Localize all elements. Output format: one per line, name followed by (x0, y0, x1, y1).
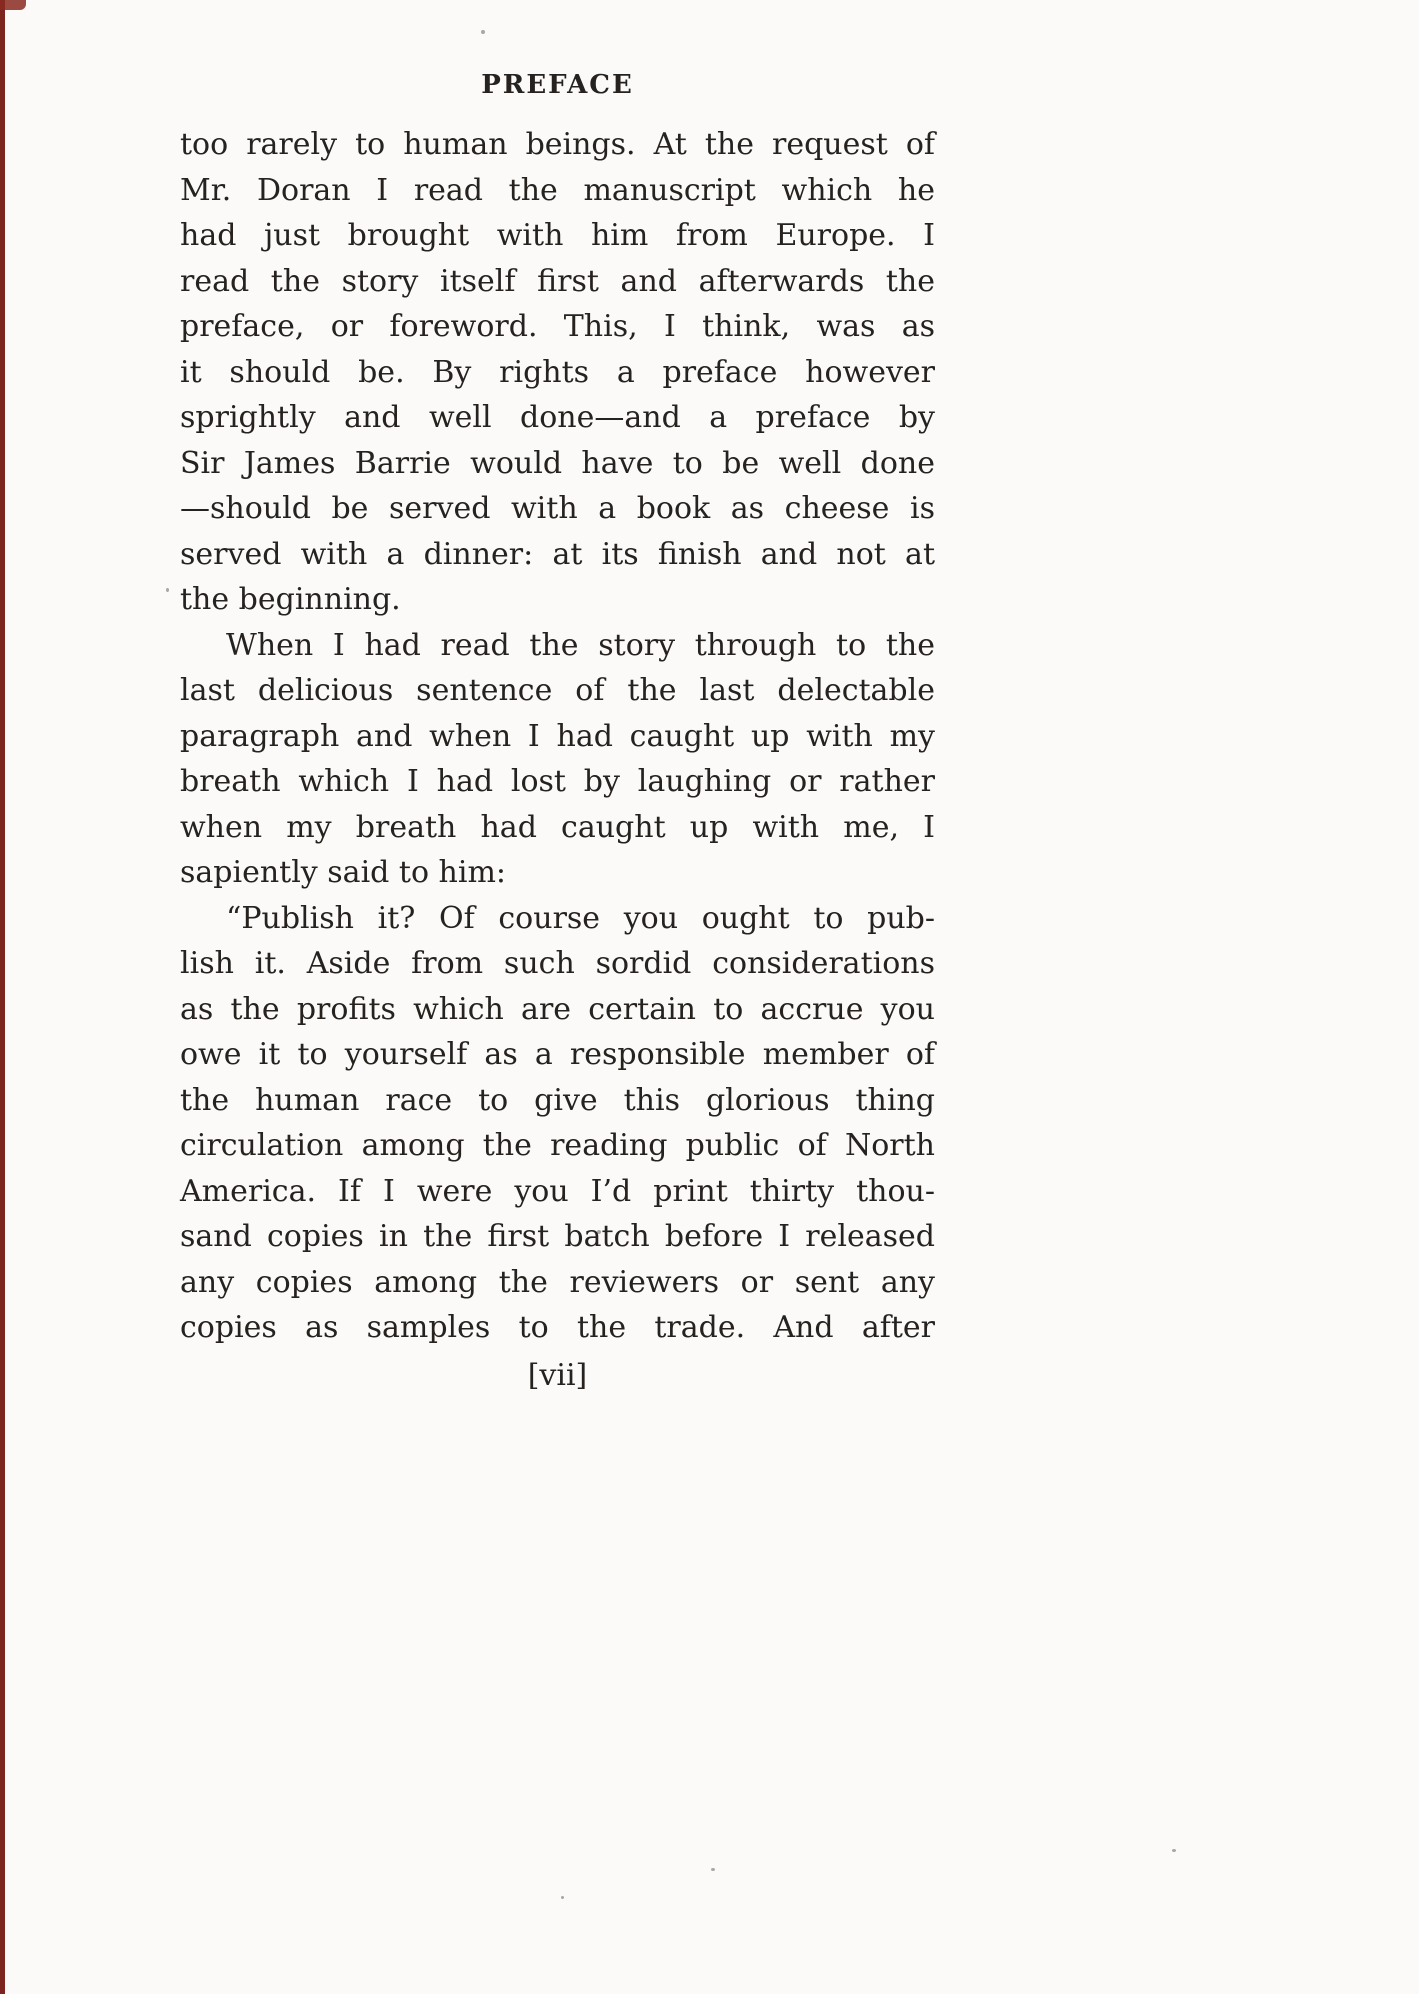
text-line: Sir James Barrie would have to be well done (180, 445, 935, 481)
page-title: PREFACE (481, 70, 634, 100)
text-line: sand copies in the first batch before I released (180, 1219, 935, 1254)
text-line: preface, or foreword. This, I think, was as (180, 309, 935, 344)
text-line: circulation among the reading public of North (180, 1128, 935, 1163)
text-line: America. If I were you I’d print thirty thou- (180, 1173, 935, 1209)
scan-speck (481, 30, 485, 34)
text-line: sapiently said to him: (180, 855, 507, 890)
paragraph (180, 896, 935, 1351)
text-line: had just brought with him from Europe. I (180, 218, 935, 253)
scan-speck (1172, 1849, 1176, 1852)
text-line: as the profits which are certain to accrue you (180, 991, 935, 1027)
paragraph (180, 623, 935, 896)
text-line: Mr. Doran I read the manuscript which he (180, 172, 935, 208)
scan-speck (166, 588, 169, 592)
paragraph (180, 122, 935, 623)
text-line: when my breath had caught up with me, I (180, 809, 935, 845)
text-line: last delicious sentence of the last delectable (180, 673, 935, 708)
scan-corner-artifact (0, 0, 26, 10)
text-line: read the story itself first and afterwards the (180, 263, 935, 299)
text-line: lish it. Aside from such sordid considerations (180, 946, 935, 981)
text-line: any copies among the reviewers or sent any (180, 1264, 935, 1300)
text-block (180, 122, 935, 1351)
text-line: owe it to yourself as a responsible member of (180, 1037, 935, 1072)
text-line: copies as samples to the trade. And after (180, 1310, 935, 1345)
text-line: —should be served with a book as cheese is (180, 491, 935, 526)
scan-edge-artifact (0, 0, 5, 1994)
scan-speck (561, 1896, 564, 1899)
text-line: sprightly and well done—and a preface by (180, 400, 935, 435)
page-number: [vii] (527, 1358, 588, 1393)
text-line: breath which I had lost by laughing or rather (180, 764, 935, 799)
text-line: “Publish it? Of course you ought to pub- (226, 900, 935, 936)
text-line: paragraph and when I had caught up with my (180, 718, 935, 754)
text-line: too rarely to human beings. At the request of (180, 127, 935, 162)
text-line: the human race to give this glorious thing (180, 1082, 935, 1118)
text-line: it should be. By rights a preface however (180, 354, 935, 390)
text-line: served with a dinner: at its finish and not at (180, 536, 935, 572)
text-line: When I had read the story through to the (226, 627, 935, 663)
scan-speck (711, 1868, 715, 1871)
text-line: the beginning. (180, 582, 401, 617)
